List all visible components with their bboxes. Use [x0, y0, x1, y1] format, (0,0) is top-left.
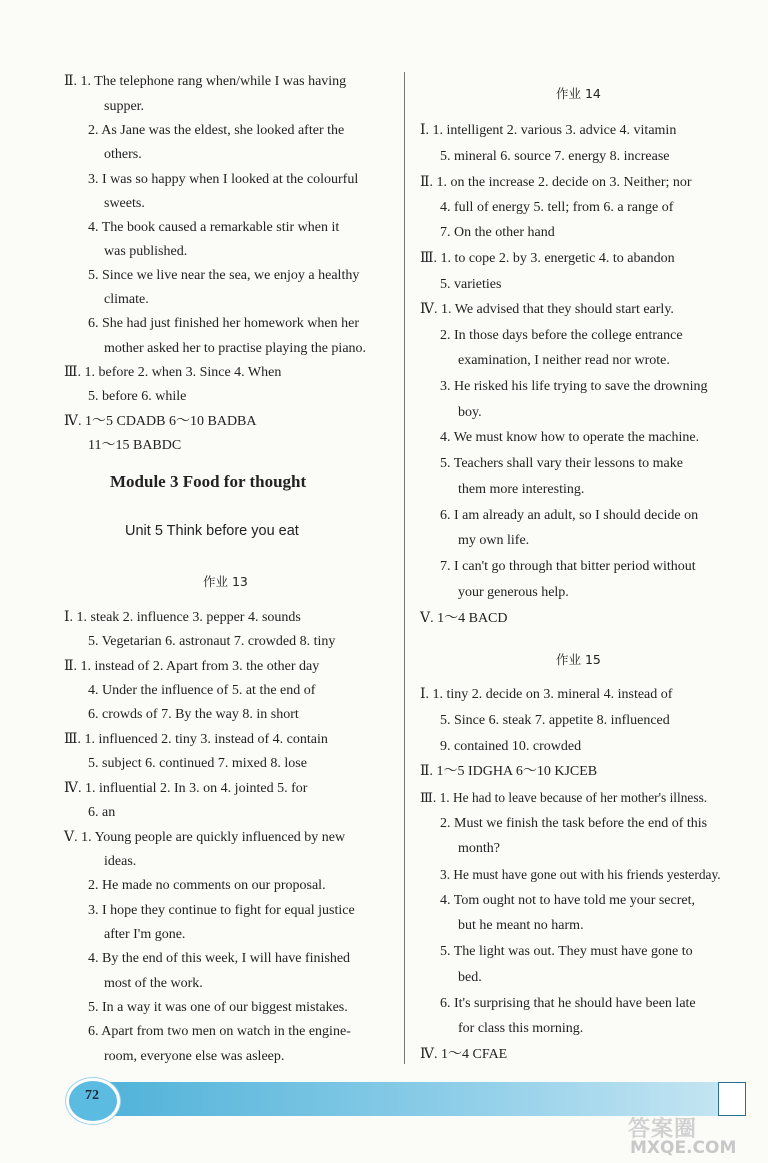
hw13-s2-line: Ⅱ. 1. instead of 2. Apart from 3. the other day	[64, 659, 320, 674]
module-title: Module 3 Food for thought	[110, 472, 307, 491]
hw14-s3-line: 5. varieties	[440, 277, 502, 292]
homework-15-title: 作业 15	[556, 652, 601, 667]
hw13-s2-line: 6. crowds of 7. By the way 8. in short	[88, 707, 299, 722]
footer-bar	[95, 1082, 735, 1116]
corner-bookmark-icon	[718, 1082, 746, 1116]
left-s2-line: 6. She had just finished her homework when her	[88, 316, 359, 331]
hw14-s4-line: them more interesting.	[458, 482, 585, 497]
unit-title: Unit 5 Think before you eat	[125, 523, 299, 539]
page-number: 72	[85, 1088, 99, 1103]
hw14-s4-line: 5. Teachers shall vary their lessons to make	[440, 456, 683, 471]
hw13-s5-line: 4. By the end of this week, I will have finished	[88, 951, 351, 966]
hw15-s1-line: Ⅰ. 1. tiny 2. decide on 3. mineral 4. instead of	[420, 687, 673, 702]
hw15-s1-line: 5. Since 6. steak 7. appetite 8. influenced	[440, 713, 670, 728]
homework-13-title: 作业 13	[203, 574, 248, 589]
hw13-s5-line: 3. I hope they continue to fight for equal justice	[88, 903, 355, 918]
hw14-s4-line: 4. We must know how to operate the machine.	[440, 430, 700, 445]
hw14-s4-line: 6. I am already an adult, so I should decide on	[440, 508, 699, 523]
hw15-s3-line: 3. He must have gone out with his friends yesterday.	[440, 867, 721, 882]
hw14-s4-line: 7. I can't go through that bitter period without	[440, 559, 696, 574]
hw14-s4-line: my own life.	[458, 533, 530, 548]
left-s2-line: 4. The book caused a remarkable stir when it	[88, 220, 340, 235]
left-s2-line: climate.	[104, 292, 149, 307]
left-s2-line: 2. As Jane was the eldest, she looked after the	[88, 123, 345, 138]
column-divider	[404, 72, 405, 1064]
left-s4-line: 11～15 BABDC	[88, 438, 182, 453]
hw13-s5-line: 2. He made no comments on our proposal.	[88, 878, 326, 893]
watermark-logo: 答案圈	[628, 1117, 698, 1142]
hw15-s3-line: 4. Tom ought not to have told me your secret,	[440, 893, 695, 908]
left-s2-line: 3. I was so happy when I looked at the colourful	[88, 172, 359, 187]
hw15-s3-line: Ⅲ. 1. He had to leave because of her mother's illness.	[420, 790, 708, 805]
left-s3-line: Ⅲ. 1. before 2. when 3. Since 4. When	[64, 365, 282, 380]
hw15-s3-line: 2. Must we finish the task before the end of this	[440, 816, 708, 831]
hw13-s5-line: ideas.	[104, 854, 137, 869]
hw14-s5-line: Ⅴ. 1～4 BACD	[420, 611, 508, 626]
hw14-s2-line: 7. On the other hand	[440, 225, 555, 240]
watermark-url: MXQE.COM	[630, 1138, 737, 1158]
left-s2-line: supper.	[104, 99, 145, 114]
hw13-s3-line: 5. subject 6. continued 7. mixed 8. lose	[88, 756, 307, 771]
hw15-s3-line: but he meant no harm.	[458, 918, 584, 933]
hw15-s3-line: for class this morning.	[458, 1021, 584, 1036]
hw13-s1-line: 5. Vegetarian 6. astronaut 7. crowded 8. tiny	[88, 634, 336, 649]
hw14-s4-line: examination, I neither read nor wrote.	[458, 353, 670, 368]
hw14-s3-line: Ⅲ. 1. to cope 2. by 3. energetic 4. to abandon	[420, 251, 675, 266]
hw14-s4-line: boy.	[458, 405, 482, 420]
hw13-s5-line: 5. In a way it was one of our biggest mistakes.	[88, 1000, 348, 1015]
hw14-s4-line: 3. He risked his life trying to save the drowning	[440, 379, 708, 394]
hw14-s4-line: 2. In those days before the college entrance	[440, 328, 683, 343]
left-s2-line: mother asked her to practise playing the piano.	[104, 341, 367, 356]
hw14-s1-line: 5. mineral 6. source 7. energy 8. increase	[440, 149, 670, 164]
hw14-s4-line: your generous help.	[458, 585, 569, 600]
hw13-s5-line: Ⅴ. 1. Young people are quickly influenced by new	[64, 830, 346, 845]
hw13-s3-line: Ⅲ. 1. influenced 2. tiny 3. instead of 4. contain	[64, 732, 328, 747]
hw13-s2-line: 4. Under the influence of 5. at the end of	[88, 683, 316, 698]
hw15-s2-line: Ⅱ. 1～5 IDGHA 6～10 KJCEB	[420, 764, 598, 779]
hw14-s2-line: 4. full of energy 5. tell; from 6. a range of	[440, 200, 674, 215]
homework-14-title: 作业 14	[556, 86, 601, 101]
left-s2-line: sweets.	[104, 196, 145, 211]
hw13-s5-line: room, everyone else was asleep.	[104, 1049, 285, 1064]
hw15-s3-line: 6. It's surprising that he should have been late	[440, 996, 696, 1011]
hw14-s2-line: Ⅱ. 1. on the increase 2. decide on 3. Neither; nor	[420, 175, 692, 190]
hw15-s3-line: 5. The light was out. They must have gone to	[440, 944, 693, 959]
hw13-s1-line: Ⅰ. 1. steak 2. influence 3. pepper 4. sounds	[64, 610, 301, 625]
hw13-s5-line: 6. Apart from two men on watch in the engine-	[88, 1024, 351, 1039]
left-s4-line: Ⅳ. 1～5 CDADB 6～10 BADBA	[64, 414, 257, 429]
hw13-s5-line: most of the work.	[104, 976, 203, 991]
hw13-s4-line: Ⅳ. 1. influential 2. In 3. on 4. jointed 5. for	[64, 781, 308, 796]
left-s2-line: Ⅱ. 1. The telephone rang when/while I was having	[64, 74, 347, 89]
hw14-s1-line: Ⅰ. 1. intelligent 2. various 3. advice 4. vitamin	[420, 123, 677, 138]
hw15-s4-line: Ⅳ. 1～4 CFAE	[420, 1047, 508, 1062]
left-s2-line: was published.	[104, 244, 188, 259]
left-s2-line: 5. Since we live near the sea, we enjoy a healthy	[88, 268, 360, 283]
hw13-s4-line: 6. an	[88, 805, 116, 820]
left-s3-line: 5. before 6. while	[88, 389, 187, 404]
hw14-s4-line: Ⅳ. 1. We advised that they should start early.	[420, 302, 674, 317]
hw13-s5-line: after I'm gone.	[104, 927, 186, 942]
left-s2-line: others.	[104, 147, 142, 162]
hw15-s3-line: month?	[458, 841, 500, 856]
hw15-s1-line: 9. contained 10. crowded	[440, 739, 582, 754]
hw15-s3-line: bed.	[458, 970, 482, 985]
